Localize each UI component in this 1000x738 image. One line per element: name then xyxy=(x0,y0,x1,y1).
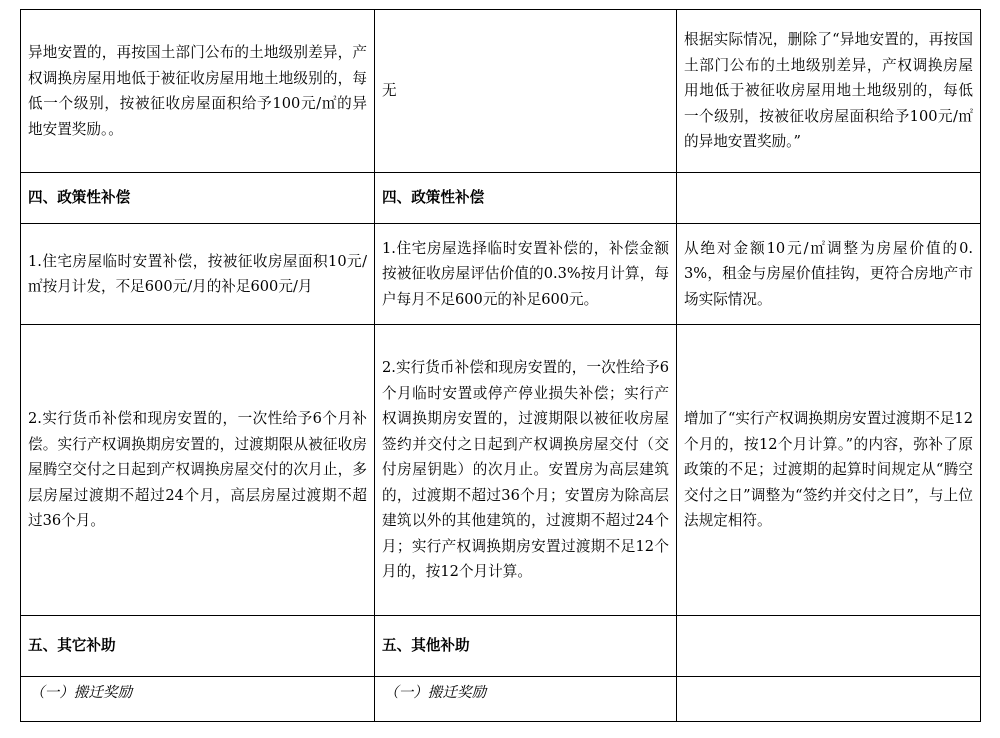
table-row xyxy=(21,10,981,173)
change-note-cell: 从绝对金额10元/㎡调整为房屋价值的0.3%，租金与房屋价值挂钩，更符合房地产市场实际情况。 xyxy=(677,224,981,325)
table-row xyxy=(21,677,981,722)
change-note-cell xyxy=(677,616,981,677)
revised-policy-cell: 2.实行货币补偿和现房安置的，一次性给予6个月临时安置或停产停业损失补偿；实行产权调换期房安置的，过渡期限以被征收房屋签约并交付之日起到产权调换房屋交付（交付房屋钥匙）的次月止。安置房为高层建筑的，过渡期不超过36个月；安置房为除高层建筑以外的其他建筑的，过渡期不超过24个月；实行产权调换期房安置过渡期不足12个月的，按12个月计算。 xyxy=(375,325,677,616)
original-policy-cell: 异地安置的，再按国土部门公布的土地级别差异，产权调换房屋用地低于被征收房屋用地土地级别的，每低一个级别，按被征收房屋面积给予100元/㎡的异地安置奖励。。 xyxy=(21,10,375,173)
change-note-cell xyxy=(677,677,981,722)
table-row xyxy=(21,224,981,325)
subheading-original xyxy=(21,677,375,722)
revised-policy-cell: 1.住宅房屋选择临时安置补偿的，补偿金额按被征收房屋评估价值的0.3%按月计算，每户每月不足600元的补足600元。 xyxy=(375,224,677,325)
section-heading-revised: 四、政策性补偿 xyxy=(375,173,677,224)
subheading-original-text: （一）搬迁奖励 xyxy=(30,684,133,701)
policy-comparison-table xyxy=(20,9,981,722)
subheading-revised-text: （一）搬迁奖励 xyxy=(384,684,487,701)
change-note-cell: 根据实际情况，删除了“异地安置的，再按国土部门公布的土地级别差异，产权调换房屋用地低于被征收房屋用地土地级别的，每低一个级别，按被征收房屋面积给予100元/㎡的异地安置奖励。” xyxy=(677,10,981,173)
change-note-cell xyxy=(677,173,981,224)
original-policy-cell: 1.住宅房屋临时安置补偿，按被征收房屋面积10元/㎡按月计发，不足600元/月的补足600元/月 xyxy=(21,224,375,325)
original-policy-cell: 2.实行货币补偿和现房安置的，一次性给予6个月补偿。实行产权调换期房安置的，过渡期限从被征收房屋腾空交付之日起到产权调换房屋交付的次月止，多层房屋过渡期不超过24个月，高层房屋过渡期不超过36个月。 xyxy=(21,325,375,616)
table-row xyxy=(21,173,981,224)
section-heading-original: 五、其它补助 xyxy=(21,616,375,677)
subheading-revised xyxy=(375,677,677,722)
change-note-cell: 增加了“实行产权调换期房安置过渡期不足12个月的，按12个月计算。”的内容，弥补了原政策的不足；过渡期的起算时间规定从“腾空交付之日”调整为“签约并交付之日”，与上位法规定相符。 xyxy=(677,325,981,616)
table-row xyxy=(21,616,981,677)
section-heading-revised: 五、其他补助 xyxy=(375,616,677,677)
table-row xyxy=(21,325,981,616)
revised-policy-cell: 无 xyxy=(375,10,677,173)
section-heading-original: 四、政策性补偿 xyxy=(21,173,375,224)
